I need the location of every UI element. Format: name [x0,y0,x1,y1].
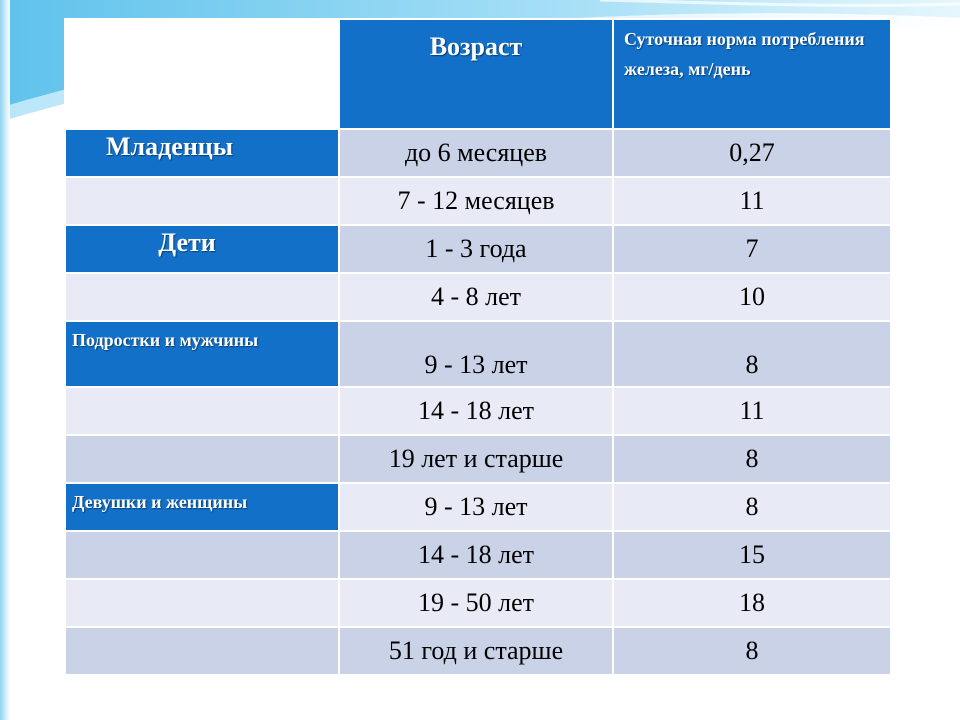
age-cell: до 6 месяцев [339,129,613,177]
category-cell [65,225,339,273]
table-row [65,579,891,627]
value-cell: 0,27 [613,129,891,177]
table-row [65,129,891,177]
value-cell: 8 [613,435,891,483]
age-cell: 19 лет и старше [339,435,613,483]
category-infants: Младенцы [106,132,234,161]
value-cell: 8 [613,627,891,675]
value-cell: 11 [613,177,891,225]
age-cell: 14 - 18 лет [339,531,613,579]
table-row [65,483,891,531]
age-cell: 4 - 8 лет [339,273,613,321]
age-cell: 9 - 13 лет [339,483,613,531]
table-header-row [65,19,891,129]
category-cell [65,483,339,531]
category-cell [65,387,339,435]
age-cell: 7 - 12 месяцев [339,177,613,225]
value-cell: 8 [613,321,891,387]
value-cell: 15 [613,531,891,579]
iron-intake-table [64,18,892,676]
table-row [65,225,891,273]
category-cell [65,129,339,177]
age-cell: 14 - 18 лет [339,387,613,435]
age-cell: 51 год и старше [339,627,613,675]
category-cell [65,273,339,321]
table-row [65,531,891,579]
category-cell [65,531,339,579]
age-cell: 1 - 3 года [339,225,613,273]
category-teen-men: Подростки и мужчины [72,330,259,350]
category-girls-women: Девушки и женщины [72,492,248,512]
table-row [65,321,891,387]
age-cell: 9 - 13 лет [339,321,613,387]
value-cell: 7 [613,225,891,273]
table-row [65,273,891,321]
category-children: Дети [158,228,216,257]
background-left-edge [0,0,10,720]
category-cell [65,177,339,225]
value-cell: 11 [613,387,891,435]
table-row [65,387,891,435]
table-row [65,627,891,675]
header-age: Возраст [339,19,613,129]
age-cell: 19 - 50 лет [339,579,613,627]
table-row [65,177,891,225]
category-cell [65,321,339,387]
header-empty-cell [65,19,339,129]
category-cell [65,579,339,627]
value-cell: 8 [613,483,891,531]
category-cell [65,435,339,483]
value-cell: 18 [613,579,891,627]
value-cell: 10 [613,273,891,321]
category-cell [65,627,339,675]
header-norm: Суточная норма потребления железа, мг/день [613,19,891,129]
table-row [65,435,891,483]
